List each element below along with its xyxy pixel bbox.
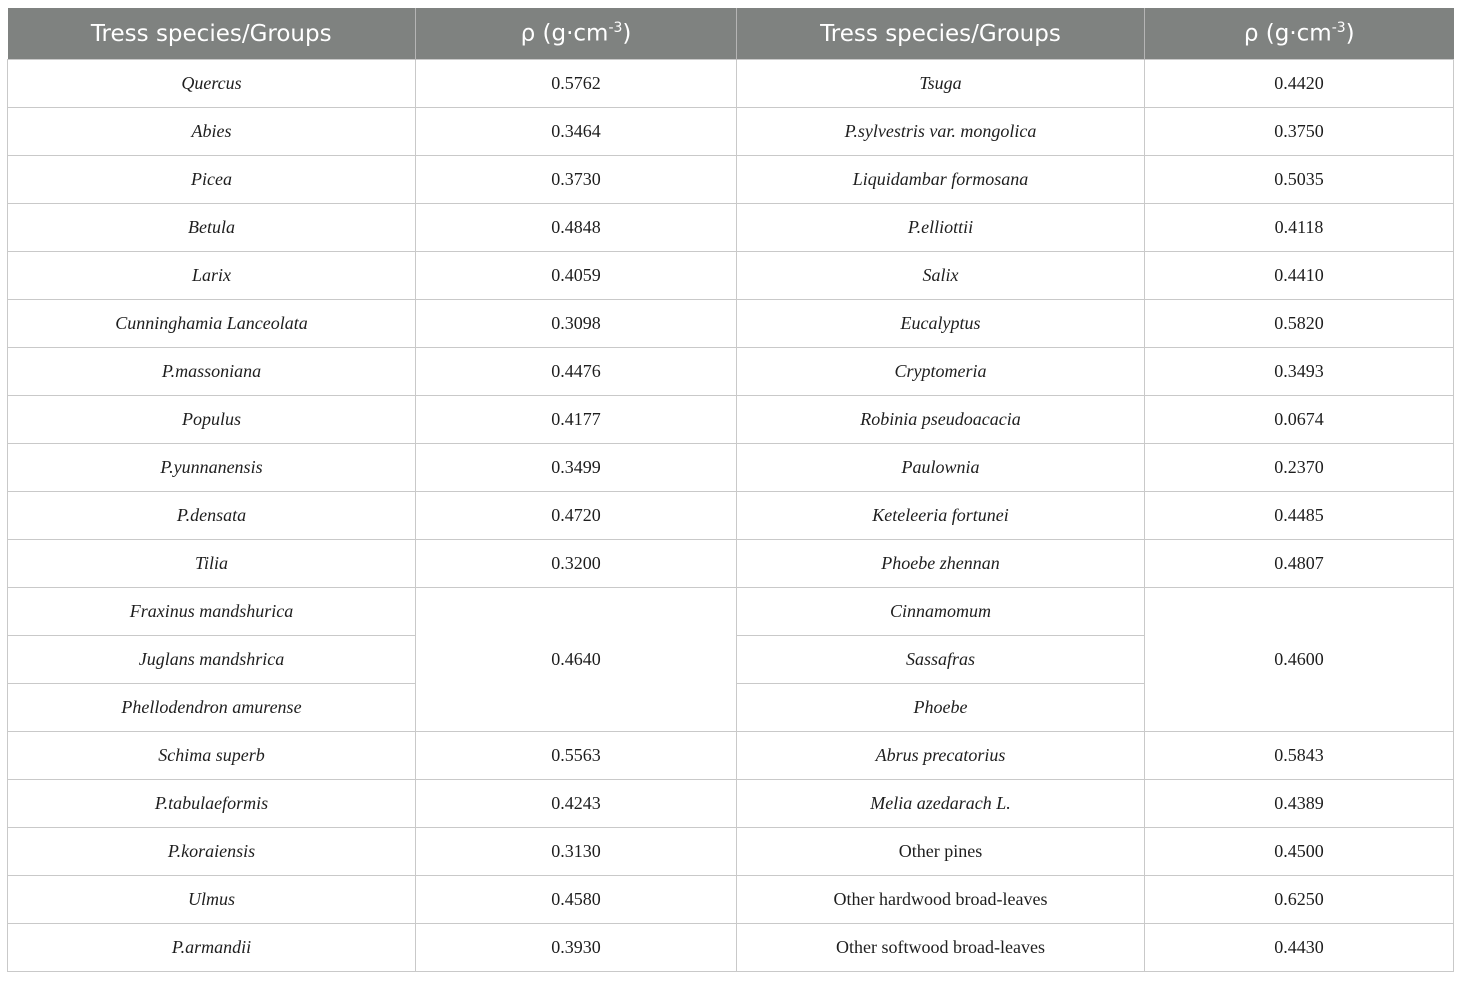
species-left: P.armandii (8, 924, 416, 972)
species-right: P.sylvestris var. mongolica (737, 108, 1145, 156)
density-left: 0.3130 (416, 828, 737, 876)
table-row (8, 300, 1454, 348)
density-table-container (7, 8, 1453, 972)
species-left: Phellodendron amurense (8, 684, 416, 732)
density-left: 0.4720 (416, 492, 737, 540)
table-row (8, 540, 1454, 588)
species-left: Populus (8, 396, 416, 444)
table-row (8, 252, 1454, 300)
species-left: Fraxinus mandshurica (8, 588, 416, 636)
density-right: 0.4430 (1145, 924, 1454, 972)
table-row (8, 348, 1454, 396)
density-right: 0.2370 (1145, 444, 1454, 492)
table-body (8, 60, 1454, 972)
density-left: 0.4476 (416, 348, 737, 396)
species-left: Picea (8, 156, 416, 204)
table-row (8, 108, 1454, 156)
table-row (8, 876, 1454, 924)
density-right: 0.3493 (1145, 348, 1454, 396)
density-left: 0.3499 (416, 444, 737, 492)
species-left: Juglans mandshrica (8, 636, 416, 684)
density-right-merged: 0.4600 (1145, 588, 1454, 732)
species-left: Tilia (8, 540, 416, 588)
species-right: Phoebe (737, 684, 1145, 732)
species-left: Cunninghamia Lanceolata (8, 300, 416, 348)
density-right: 0.4807 (1145, 540, 1454, 588)
species-right: Paulownia (737, 444, 1145, 492)
header-species-right: Tress species/Groups (737, 8, 1145, 60)
wood-density-table (7, 8, 1454, 972)
species-left: P.koraiensis (8, 828, 416, 876)
density-left-merged: 0.4640 (416, 588, 737, 732)
species-right: Phoebe zhennan (737, 540, 1145, 588)
density-right: 0.5035 (1145, 156, 1454, 204)
density-right: 0.5843 (1145, 732, 1454, 780)
density-left: 0.3730 (416, 156, 737, 204)
density-left: 0.4177 (416, 396, 737, 444)
table-row (8, 60, 1454, 108)
table-row (8, 492, 1454, 540)
density-right: 0.0674 (1145, 396, 1454, 444)
density-right: 0.4118 (1145, 204, 1454, 252)
table-row (8, 828, 1454, 876)
density-right: 0.4420 (1145, 60, 1454, 108)
species-right: P.elliottii (737, 204, 1145, 252)
species-right: Tsuga (737, 60, 1145, 108)
species-right: Eucalyptus (737, 300, 1145, 348)
density-right: 0.4500 (1145, 828, 1454, 876)
density-right: 0.4485 (1145, 492, 1454, 540)
species-left: Larix (8, 252, 416, 300)
density-left: 0.4848 (416, 204, 737, 252)
species-right: Liquidambar formosana (737, 156, 1145, 204)
species-left: Quercus (8, 60, 416, 108)
species-left: P.massoniana (8, 348, 416, 396)
density-left: 0.3464 (416, 108, 737, 156)
species-right: Robinia pseudoacacia (737, 396, 1145, 444)
table-row (8, 780, 1454, 828)
density-left: 0.4059 (416, 252, 737, 300)
species-right: Sassafras (737, 636, 1145, 684)
density-left: 0.4580 (416, 876, 737, 924)
density-right: 0.4410 (1145, 252, 1454, 300)
header-density-right: ρ $(g\cdot cm^{-3})$ (1145, 8, 1454, 60)
density-right: 0.5820 (1145, 300, 1454, 348)
species-right: Other pines (737, 828, 1145, 876)
species-right: Abrus precatorius (737, 732, 1145, 780)
table-row (8, 156, 1454, 204)
species-right: Cinnamomum (737, 588, 1145, 636)
species-right: Other softwood broad-leaves (737, 924, 1145, 972)
header-row (8, 8, 1454, 60)
table-row (8, 732, 1454, 780)
header-species-left: Tress species/Groups (8, 8, 416, 60)
table-row-group (8, 588, 1454, 636)
species-right: Other hardwood broad-leaves (737, 876, 1145, 924)
species-left: Betula (8, 204, 416, 252)
species-left: Abies (8, 108, 416, 156)
density-right: 0.6250 (1145, 876, 1454, 924)
species-left: Schima superb (8, 732, 416, 780)
species-right: Melia azedarach L. (737, 780, 1145, 828)
species-right: Cryptomeria (737, 348, 1145, 396)
table-row (8, 444, 1454, 492)
density-right: 0.4389 (1145, 780, 1454, 828)
table-row (8, 396, 1454, 444)
density-left: 0.3098 (416, 300, 737, 348)
density-left: 0.3200 (416, 540, 737, 588)
species-right: Keteleeria fortunei (737, 492, 1145, 540)
density-left: 0.3930 (416, 924, 737, 972)
density-left: 0.5563 (416, 732, 737, 780)
density-left: 0.4243 (416, 780, 737, 828)
header-density-left: ρ $(g\cdot cm^{-3})$ (416, 8, 737, 60)
species-left: P.densata (8, 492, 416, 540)
species-right: Salix (737, 252, 1145, 300)
density-left: 0.5762 (416, 60, 737, 108)
species-left: Ulmus (8, 876, 416, 924)
species-left: P.yunnanensis (8, 444, 416, 492)
species-left: P.tabulaeformis (8, 780, 416, 828)
table-row (8, 924, 1454, 972)
density-right: 0.3750 (1145, 108, 1454, 156)
table-row (8, 204, 1454, 252)
